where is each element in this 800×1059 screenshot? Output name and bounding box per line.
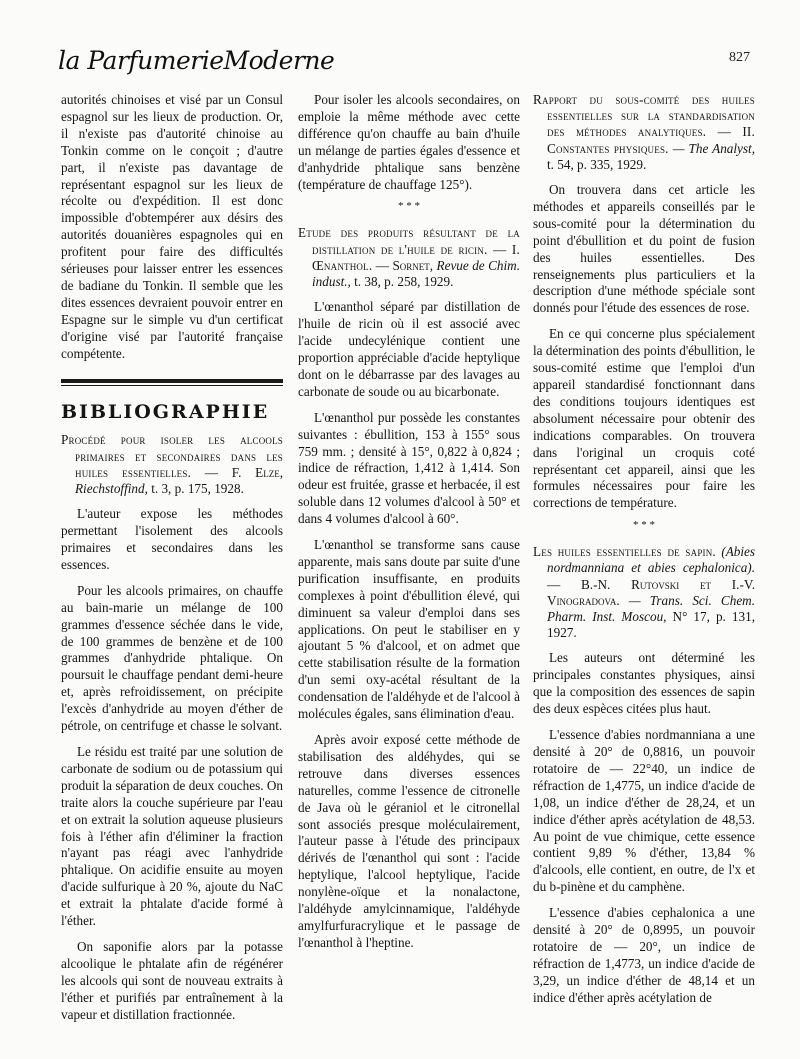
paragraph: L'œnanthol séparé par distillation de l'huile de ricin où il est associé avec l'acide undecylénique contient une proportion appréciable d'acide heptylique dont on le débarrasse par des lavages au carbonate de soude ou au bicarbonate. [298,299,520,399]
paragraph: On trouvera dans cet article les méthodes et appareils conseillés par le sous-comité pour la détermination du point d'ébullition et du point de fusion des huiles essentielles. Des renseignements plus particuliers et la description d'une méthode spéciale sont donnés pour l'étude des essences de rose. [533,182,755,316]
paragraph: L'essence d'abies nordmanniana a une densité à 20° de 0,8816, un pouvoir rotatoire de — 22°40, un indice de réfraction de 1,4775, un indice d'acide de 1,08, un indice d'éther de 28,24, et un indice d'éther après acétylation de 48,53. Au point de vue chimique, cette essence contient 9,89 % d'éther, 13,84 % d'alcools, elle contient, en outre, de l'x et du b-pinène et du camphène. [533,727,755,895]
reference-heading [533,92,755,173]
reference-subtitle: (Abies nordmanniana et abies cephalonica). [547,544,756,576]
reference-details: t. 54, p. 335, 1929. [547,156,647,172]
reference-heading [533,544,755,641]
paragraph: L'auteur expose les méthodes permettant l'isolement des alcools primaires et secondaires dans les essences. [61,506,283,572]
reference-author: — Sornet, [375,257,434,273]
page-number: 827 [729,50,750,65]
paragraph: On saponifie alors par la potasse alcoolique le phtalate afin de régénérer les alcools qui sont de nouveau extraits à l'éther et purifiés par entraînement à la vapeur et distillation fractionnée. [61,938,283,1022]
section-title: BIBLIOGRAPHIE [61,400,270,423]
reference-title: Les huiles essentielles de sapin. [533,544,716,560]
paragraph: En ce qui concerne plus spécialement la détermination des points d'ébullition, le sous-comité estime que l'emploi d'un appareil standardisé fonctionnant dans des conditions toujours identiques est absolument nécessaire pour obtenir des indications comparables. On trouvera dans l'original un croquis coté représentant cet appareil, ainsi que les formules nécessaires pour faire les corrections de température. [533,326,755,511]
section-divider [61,379,283,386]
paragraph: Pour les alcools primaires, on chauffe au bain-marie un mélange de 100 grammes d'essence séchée dans le vide, de 100 grammes de benzène et de 100 grammes d'anhydride phtalique. On poursuit le chauffage pendant demi-heure et, après refroidissement, on précipite l'excès d'anhydride au moyen d'éther de pétrole, on centrifuge et chasse le solvant. [61,582,283,734]
reference-title: Etude des produits résultant de la distillation de l'huile de ricin. — I. Œnanthol. [298,225,520,273]
paragraph: autorités chinoises et visé par un Consul espagnol sur les lieux de production. Or, il n'existe pas d'autorité chinoise au Tonkin comme on le conçoit ; d'autre part, il n'existe pas davantage de représentant espagnol sur les lieux de récolte ou d'expédition. Il est donc impossible d'obtempérer aux désirs des autorités douanières espagnoles qui en profitent pour faire des difficultés sérieuses pour laisser entrer les essences de badiane du Tonkin. Il semble que les dites essences devraient pouvoir entrer en Espagne sur le simple vu d'un certificat d'origine visé par l'autorité française compétente. [61,92,283,361]
masthead [58,42,758,82]
reference-journal: Riechstoffind, [75,481,148,497]
paragraph: L'essence d'abies cephalonica a une densité à 20° de 0,8995, un pouvoir rotatoire de — 20°, un indice de réfraction de 1,4773, un indice d'acide de 3,29, un indice d'éther de 48,14 et un indice d'éther après acétylation de [533,905,755,1005]
reference-authors: — B.-N. Rutovski et I.-V. Vinogradova. [547,576,755,608]
reference-heading [298,225,520,290]
column-1 [61,92,283,1033]
paragraph: Après avoir exposé cette méthode de stabilisation des aldéhydes, qui se retrouve dans diverses essences naturelles, comme l'essence de citronelle de Java où le géraniol et le citronellal sont associés presque moléculairement, l'auteur passe à l'étude des principaux dérivés de l'œnanthol qui sont : l'acide heptylique, l'alcool heptylique, l'acide nonylène-oïque et la nonalactone, l'aldéhyde amylcinnamique, l'aldéhyde amylfurfuracrylique et le passage de l'œnanthol à l'heptine. [298,732,520,950]
reference-details: N° 17, p. 131, 1927. [547,609,756,641]
reference-author: — F. Elze, [204,464,283,480]
reference-heading [61,432,283,497]
reference-journal: Revue de Chim. indust., [312,257,521,290]
reference-title: Procédé pour isoler les alcools primaires et secondaires dans les huiles essentielles. [61,432,283,480]
reference-journal: — Trans. Sci. Chem. Pharm. Inst. Moscou, [547,592,756,625]
paragraph: L'œnanthol se transforme sans cause apparente, mais sans doute par suite d'une purification insuffisante, en produits complexes à point d'ébullition élevé, qui diminuent sa valeur d'emploi dans ses applications. On peut le stabiliser en y ajoutant 5 % d'alcool, et on admet que cette stabilisation résulte de la formation d'un semi oxy-acétal résultant de la condensation de l'aldéhyde et de l'alcool à molécules égales, sans élimination d'eau. [298,537,520,722]
paragraph: Pour isoler les alcools secondaires, on emploie la même méthode avec cette différence qu'on chauffe au bain d'huile un mélange de parties égales d'essence et d'anhydride phtalique sans benzène (température de chauffage 125°). [298,92,520,192]
journal-logo: la ParfumerieModerne [58,46,335,75]
reference-title: Rapport du sous-comité des huiles essentielles sur la standardisation des méthodes analytiques. — II. Constantes physiques. [533,92,755,156]
section-separator-stars: * * * [633,519,655,532]
reference-details: t. 3, p. 175, 1928. [151,481,244,497]
reference-details: t. 38, p. 258, 1929. [354,274,454,290]
section-separator-stars: * * * [398,200,420,213]
column-2 [298,92,520,961]
paragraph: Le résidu est traité par une solution de carbonate de sodium ou de potassium qui produit la séparation de deux couches. On traite alors la couche supérieure par l'eau et on extrait la solution aqueuse plusieurs fois à l'éther afin d'éliminer la fraction n'ayant pas réagi avec l'anhydride phtalique. On acidifie ensuite au moyen d'acide sulfurique à 20 %, ajoute du NaC et extrait la phtalate d'acide formé à l'éther. [61,744,283,929]
reference-journal: — The Analyst, [672,140,755,156]
paragraph: L'œnanthol pur possède les constantes suivantes : ébullition, 153 à 155° sous 759 mm. ; densité à 15°, 0,822 à 0,824 ; indice de réfraction, 1,412 à 1,414. Son odeur est fruitée, grasse et herbacée, il est soluble dans 12 volumes d'alcool à 50° et dans 4 volumes d'alcool à 60°. [298,409,520,527]
paragraph: Les auteurs ont déterminé les principales constantes physiques, ainsi que la composition des essences de sapin des deux espèces citées plus haut. [533,650,755,717]
column-3 [533,92,755,1016]
